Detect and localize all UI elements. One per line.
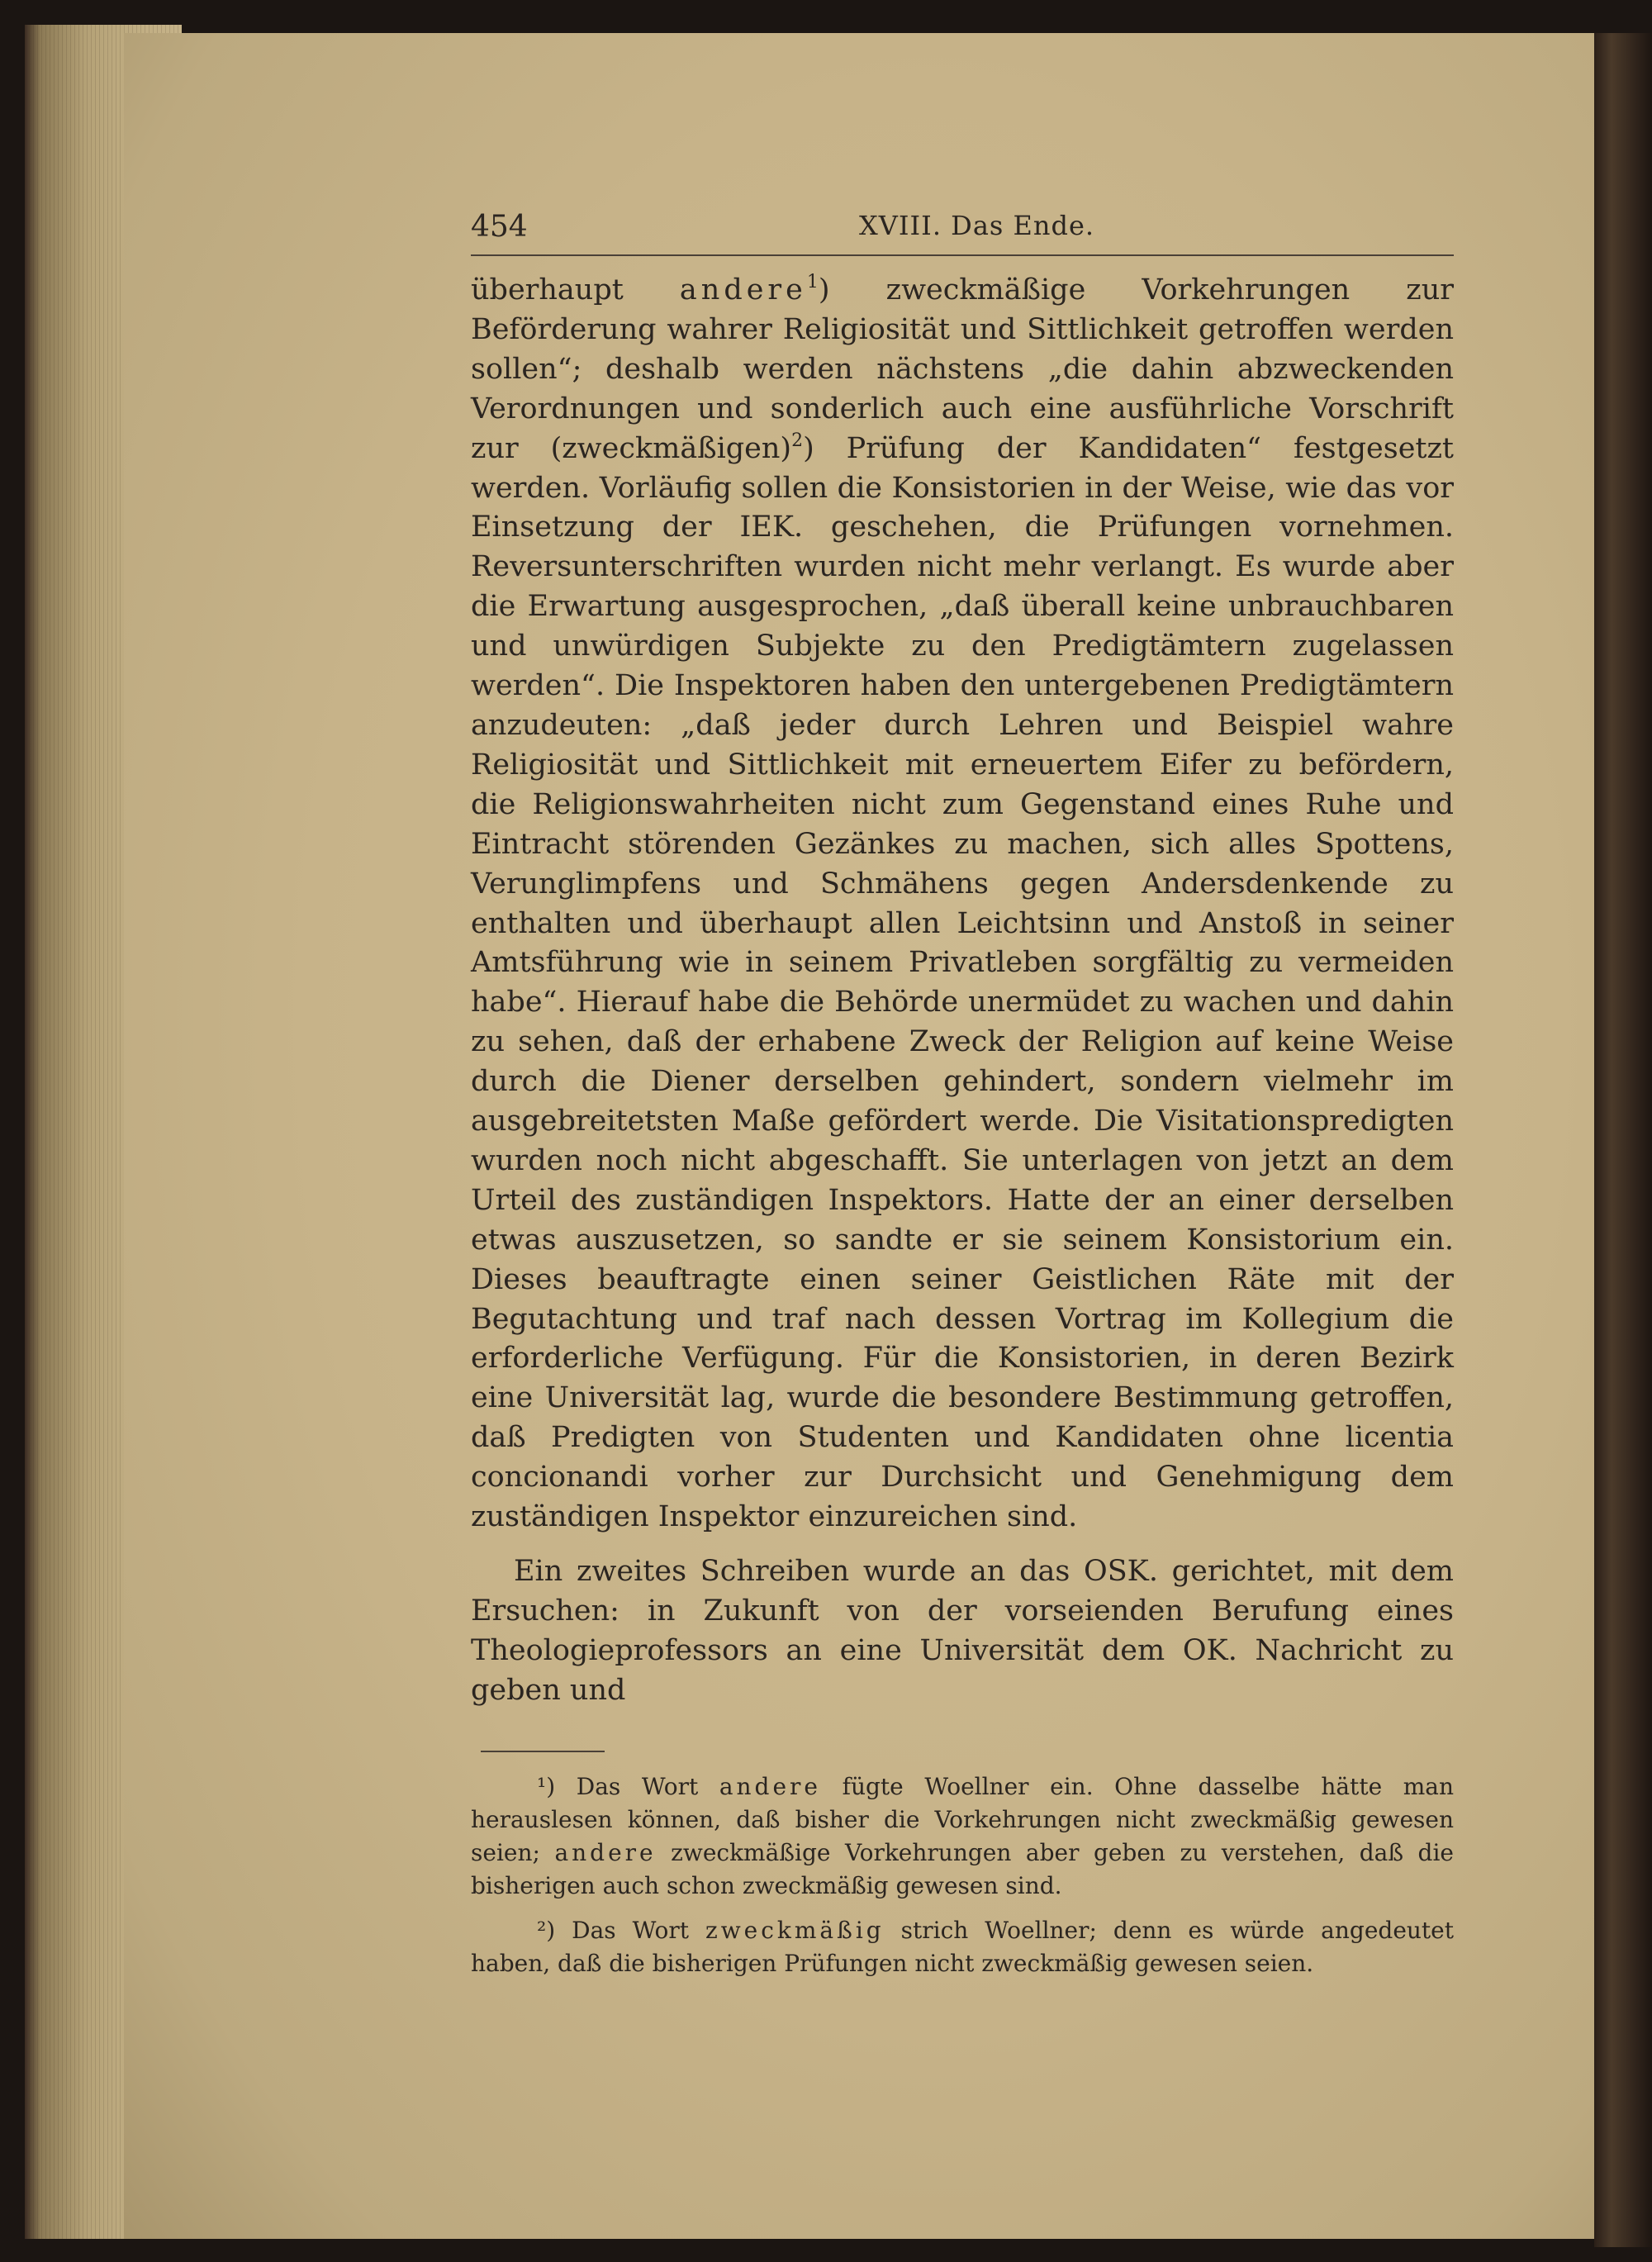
footnote-divider [481, 1751, 605, 1752]
footnote-ref-2: 2 [791, 430, 804, 451]
footnote-ref-1: 1 [806, 272, 819, 292]
emphasized-word: andere [719, 1772, 822, 1800]
text-run: zweckmäßige Vorkehrungen aber geben zu verstehen, daß die bisherigen auch schon zweckmäßig gewesen sind. [471, 1838, 1454, 1899]
footnotes [471, 1770, 1454, 1980]
footnote-1 [471, 1770, 1454, 1903]
emphasized-word: andere [554, 1838, 657, 1866]
footnote-mark: ²) [537, 1916, 556, 1944]
text-run: ) zweckmäßige Vorkehrungen zur Beförderung wahrer Religiosität und Sittlichkeit getroffen werden sollen“; deshalb werden nächstens „die dahin abzweckenden Verordnungen und sonderlich auch eine ausführliche Vorschrift zur (zweckmäßigen) [471, 273, 1454, 465]
page-text-block [471, 207, 1454, 1992]
text-run: ) Prüfung der Kandidaten“ festgesetzt werden. Vorläufig sollen die Konsistorien in der Weise, wie das vor Einsetzung der IEK. geschehen, die Prüfungen vornehmen. Reversunterschriften wurden nicht mehr verlangt. Es wurde aber die Erwartung ausgesprochen, „daß überall keine unbrauchbaren und unwürdigen Subjekte zu den Predigtämtern zugelassen werden“. Die Inspektoren haben den untergebenen Predigtämtern anzudeuten: „daß jeder durch Lehren und Beispiel wahre Religiosität und Sittlichkeit mit erneuertem Eifer zu befördern, die Religionswahrheiten nicht zum Gegenstand eines Ruhe und Eintracht störenden Gezänkes zu machen, sich alles Spottens, Verunglimpfens und Schmähens gegen Andersdenkende zu enthalten und überhaupt allen Leichtsinn und Anstoß in seiner Amtsführung wie in seinem Privatleben sorgfältig zu vermeiden habe“. Hierauf habe die Behörde unermüdet zu wachen und dahin zu sehen, daß der erhabene Zweck der Religion auf keine Weise durch die Diener derselben gehindert, sondern vielmehr im ausgebreitetsten Maße gefördert werde. Die Visitationspredigten wurden noch nicht abgeschafft. Sie unterlagen von jetzt an dem Urteil des zuständigen Inspektors. Hatte der an einer derselben etwas auszusetzen, so sandte er sie seinem Konsistorium ein. Dieses beauftragte einen seiner Geistlichen Räte mit der Begutachtung und traf nach dessen Vortrag im Kollegium die erforderliche Verfügung. Für die Konsistorien, in deren Bezirk eine Universität lag, wurde die besondere Bestimmung getroffen, daß Predigten von Studenten und Kandidaten ohne licentia concionandi vorher zur Durchsicht und Genehmigung dem zuständigen Inspektor einzureichen sind. [471, 431, 1454, 1534]
emphasized-word: zweckmäßig [705, 1916, 885, 1944]
page-number: 454 [471, 210, 528, 244]
text-run: fügte Woellner ein. Ohne dasselbe hätte man herauslesen können, daß bisher die Vorkehrungen nicht zweckmäßig gewesen seien; [471, 1772, 1455, 1866]
footnote-2 [471, 1914, 1454, 1980]
text-run: Das Wort [555, 1772, 719, 1800]
running-head: XVIII. Das Ende. [859, 210, 1095, 241]
footnote-mark: ¹) [537, 1772, 556, 1800]
text-run: strich Woellner; denn es würde angedeutet haben, daß die bisherigen Prüfungen nicht zweckmäßig gewesen seien. [471, 1916, 1454, 1977]
emphasized-word: andere [679, 273, 807, 307]
paragraph-2: Ein zweites Schreiben wurde an das OSK. gerichtet, mit dem Ersuchen: in Zukunft von der vorseienden Berufung eines Theologieprofessors an eine Universität dem OK. Nachricht zu geben und [471, 1555, 1454, 1707]
book-binding-edge [1594, 33, 1652, 2247]
body-text [471, 271, 1454, 1711]
text-run: überhaupt [471, 273, 680, 307]
paragraph-1 [471, 271, 1454, 1537]
page-header [471, 207, 1454, 256]
text-run: Das Wort [555, 1916, 705, 1944]
